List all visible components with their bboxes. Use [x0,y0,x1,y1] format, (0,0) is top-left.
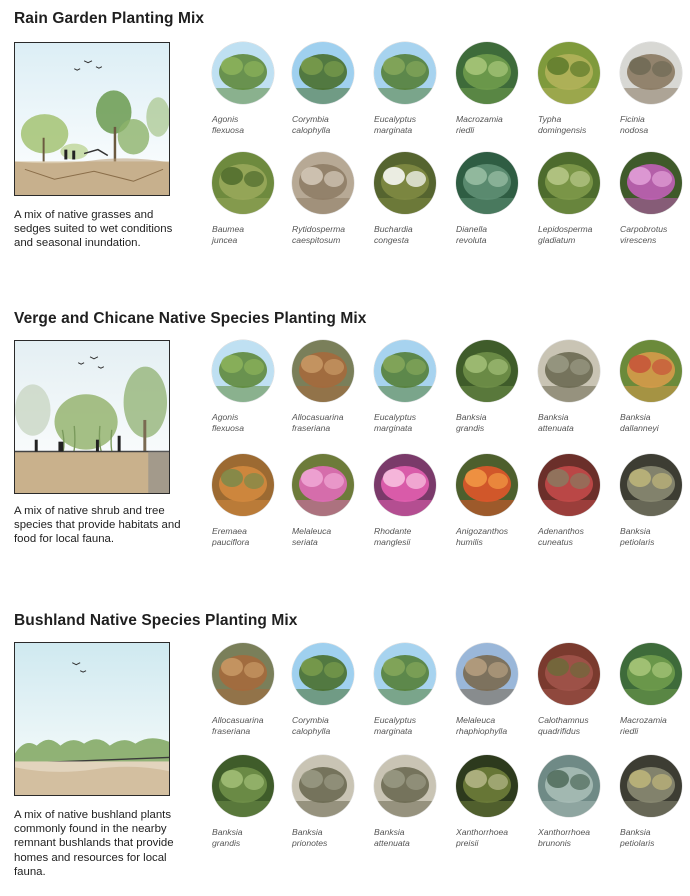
white-flower-icon [374,152,436,214]
dry-grass-icon [292,152,354,214]
plant-species: attenuata [374,837,410,848]
bushland-illustration [14,642,170,796]
plant-species: pauciflora [212,536,250,547]
plant-species: grandis [456,422,485,433]
plant-species: attenuata [538,422,574,433]
plant-card [538,152,618,245]
plant-species: rhaphiophylla [456,725,508,736]
section-description: A mix of native bushland plants commonly found in the nearby remnant bushlands that provide homes and resources for local fauna. [14,809,174,878]
plant-card [538,755,618,848]
plant-name [620,224,690,245]
plant-name [292,224,364,245]
eucalypt-canopy-icon [374,643,436,705]
plant-card [212,340,292,433]
plant-genus: Rytidosperma [292,224,346,234]
plant-species: calophylla [292,725,331,736]
plant-name [538,715,610,736]
section-title: Rain Garden Planting Mix [14,10,205,27]
plant-card [456,454,536,547]
plant-species: gladiatum [538,234,576,245]
woodland-tree-icon [374,755,436,817]
plant-genus: Agonis [212,114,239,124]
plant-name [620,715,690,736]
kangaroo-paw-icon [456,454,518,516]
plant-name [374,526,446,547]
plant-species: marginata [374,124,413,135]
plant-species: quadrifidus [538,725,581,736]
plant-genus: Lepidosperma [538,224,593,234]
plant-name [212,526,284,547]
blue-tussock-icon [538,755,600,817]
pink-flower-icon [620,152,682,214]
plant-species: humilis [456,536,483,547]
plant-species: seriata [292,536,318,547]
plant-genus: Xanthorrhoea [538,827,591,837]
plant-genus: Banksia [374,827,405,837]
plant-name [292,715,364,736]
plant-card [620,42,690,135]
plant-species: petiolaris [620,837,655,848]
eucalypt-canopy-icon [374,42,436,104]
plant-name [374,224,446,245]
plant-name [374,827,446,848]
plant-name [292,114,364,135]
eucalypt-canopy-icon [374,340,436,402]
section-description: A mix of native grasses and sedges suited to wet conditions and seasonal inundation. [14,209,173,250]
orange-shrub-icon [212,454,274,516]
plant-name [374,114,446,135]
plant-genus: Buchardia [374,224,413,234]
plant-genus: Calothamnus [538,715,589,725]
plant-genus: Banksia [620,827,651,837]
plant-card [292,340,372,433]
plant-name [456,715,528,736]
eucalypt-tree-icon [292,42,354,104]
plant-genus: Allocasuarina [212,715,264,725]
plant-species: manglesii [374,536,411,547]
plant-name [620,412,690,433]
plant-genus: Anigozanthos [456,526,509,536]
grass-icon [212,152,274,214]
banksia-flower-icon [620,340,682,402]
plant-card [212,152,292,245]
plant-species: prionotes [292,837,328,848]
plant-card [620,755,690,848]
plant-species: marginata [374,422,413,433]
rain-garden-illustration [14,42,170,196]
plant-card [374,42,454,135]
plant-species: domingensis [538,124,587,135]
plant-genus: Banksia [538,412,569,422]
banksia-tree-icon [212,755,274,817]
plant-genus: Carpobrotus [620,224,668,234]
plant-card [538,340,618,433]
plant-genus: Allocasuarina [292,412,344,422]
plant-card [374,643,454,736]
paperbark-icon [456,643,518,705]
verge-chicane-illustration [14,340,170,494]
plant-species: flexuosa [212,422,245,433]
plant-species: preisii [456,837,479,848]
woodland-tree-icon [292,755,354,817]
cycad-icon [620,643,682,705]
plant-genus: Banksia [620,412,651,422]
plant-card [456,340,536,433]
banksia-cone-icon [620,755,682,817]
daisy-icon [374,454,436,516]
plant-name [620,827,690,848]
plant-card [456,42,536,135]
plant-species: riedli [456,124,475,135]
plant-genus: Banksia [212,827,243,837]
plant-name [292,827,364,848]
plant-genus: Corymbia [292,114,329,124]
plant-species: dallanneyi [620,422,659,433]
plant-genus: Macrozamia [456,114,503,124]
plant-genus: Eucalyptus [374,412,417,422]
plant-species: flexuosa [212,124,245,135]
plant-genus: Xanthorrhoea [456,827,509,837]
weeping-tree-icon [212,42,274,104]
plant-species: virescens [620,234,657,245]
plant-name [538,114,610,135]
plant-card [374,152,454,245]
plant-name [212,412,284,433]
plant-name [456,114,528,135]
plant-name [538,412,610,433]
woodland-tree-icon [538,340,600,402]
plant-genus: Dianella [456,224,488,234]
section-title: Verge and Chicane Native Species Planting Mix [14,310,367,327]
tussock-icon [538,152,600,214]
banksia-tree-icon [456,340,518,402]
plant-genus: Agonis [212,412,239,422]
plant-name [456,526,528,547]
plant-card [292,643,372,736]
plant-species: revoluta [456,234,487,245]
plant-card [620,340,690,433]
plant-genus: Eucalyptus [374,114,417,124]
plant-card [292,152,372,245]
section-description: A mix of native shrub and tree species that provide habitats and food for local fauna. [14,505,181,546]
plant-genus: Baumea [212,224,245,234]
plant-species: congesta [374,234,409,245]
pink-bloom-icon [292,454,354,516]
plant-name [212,715,284,736]
plant-card [212,643,292,736]
red-foliage-icon [538,454,600,516]
plant-species: grandis [212,837,241,848]
plant-species: cuneatus [538,536,573,547]
plant-name [620,114,690,135]
plant-card [374,454,454,547]
plant-card [456,152,536,245]
sedge-icon [620,42,682,104]
sheoak-icon [292,340,354,402]
plant-species: calophylla [292,124,331,135]
plant-name [212,114,284,135]
plant-card [620,454,690,547]
plant-name [212,224,284,245]
plant-species: fraseriana [292,422,331,433]
plant-genus: Ficinia [620,114,645,124]
plant-genus: Typha [538,114,562,124]
strappy-leaf-icon [456,152,518,214]
plant-card [538,42,618,135]
plant-name [456,412,528,433]
plant-name [374,715,446,736]
red-shrub-icon [538,643,600,705]
plant-card [292,755,372,848]
section-title: Bushland Native Species Planting Mix [14,612,298,629]
cycad-icon [456,42,518,104]
plant-card [538,454,618,547]
plant-genus: Eremaea [212,526,247,536]
plant-species: nodosa [620,124,649,135]
plant-species: petiolaris [620,536,655,547]
banksia-cone-icon [620,454,682,516]
plant-card [538,643,618,736]
plant-name [212,827,284,848]
plant-genus: Melaleuca [456,715,496,725]
plant-species: caespitosum [292,234,341,245]
plant-name [456,827,528,848]
grass-tree-icon [456,755,518,817]
plant-genus: Rhodante [374,526,412,536]
plant-genus: Banksia [620,526,651,536]
plant-card [374,755,454,848]
plant-name [292,412,364,433]
sheoak-icon [212,643,274,705]
plant-species: riedli [620,725,639,736]
plant-card [374,340,454,433]
plant-genus: Adenanthos [538,526,584,536]
plant-name [456,224,528,245]
plant-species: brunonis [538,837,571,848]
plant-genus: Banksia [292,827,323,837]
plant-card [456,755,536,848]
plant-name [374,412,446,433]
eucalypt-tree-icon [292,643,354,705]
plant-genus: Corymbia [292,715,329,725]
plant-genus: Banksia [456,412,487,422]
plant-species: marginata [374,725,413,736]
plant-card [212,42,292,135]
plant-card [456,643,536,736]
plant-genus: Macrozamia [620,715,667,725]
weeping-tree-icon [212,340,274,402]
plant-card [292,454,372,547]
plant-species: juncea [212,234,238,245]
plant-genus: Melaleuca [292,526,332,536]
plant-species: fraseriana [212,725,251,736]
plant-genus: Eucalyptus [374,715,417,725]
plant-name [538,526,610,547]
plant-card [212,454,292,547]
reed-icon [538,42,600,104]
plant-name [620,526,690,547]
plant-name [538,827,610,848]
plant-card [620,152,690,245]
plant-card [620,643,690,736]
plant-card [212,755,292,848]
plant-name [538,224,610,245]
plant-name [292,526,364,547]
plant-card [292,42,372,135]
